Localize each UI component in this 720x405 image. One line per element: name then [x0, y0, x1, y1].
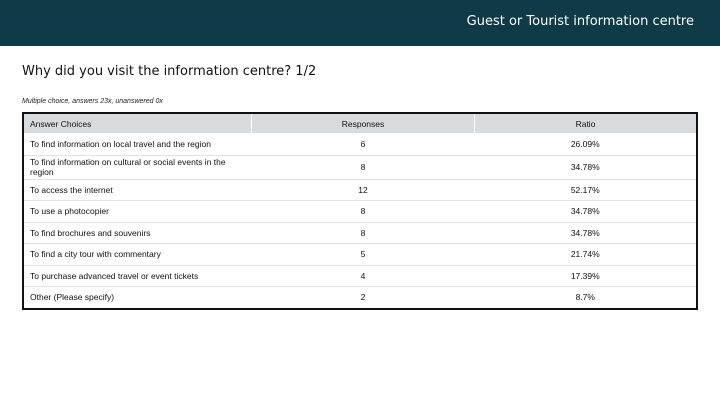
answer-choice: To find information on local travel and the region [23, 134, 252, 156]
answer-choice: To find brochures and souvenirs [23, 222, 252, 244]
table-row [23, 287, 697, 309]
response-ratio: 26.09% [475, 134, 698, 156]
answer-choice: Other (Please specify) [23, 287, 252, 309]
response-count: 6 [252, 134, 475, 156]
question-meta: Multiple choice, answers 23x, unanswered 0x [22, 98, 163, 105]
table-row [23, 134, 697, 156]
table-row [23, 244, 697, 266]
response-count: 12 [252, 179, 475, 201]
table-row [23, 201, 697, 223]
response-ratio: 8.7% [475, 287, 698, 309]
response-ratio: 34.78% [475, 201, 698, 223]
answer-choice-text: To find information on cultural or social events in the region [30, 157, 226, 177]
table-row [23, 222, 697, 244]
answer-choice: To purchase advanced travel or event tickets [23, 265, 252, 287]
response-count: 8 [252, 222, 475, 244]
answer-choice [23, 155, 252, 179]
results-table [22, 112, 698, 310]
table-row [23, 265, 697, 287]
response-ratio: 17.39% [475, 265, 698, 287]
response-count: 4 [252, 265, 475, 287]
column-header-answer-choices: Answer Choices [23, 113, 252, 134]
response-count: 2 [252, 287, 475, 309]
response-count: 5 [252, 244, 475, 266]
answer-choice: To use a photocopier [23, 201, 252, 223]
response-ratio: 34.78% [475, 155, 698, 179]
column-header-responses: Responses [252, 113, 475, 134]
response-ratio: 21.74% [475, 244, 698, 266]
header-bar [0, 0, 720, 46]
response-ratio: 52.17% [475, 179, 698, 201]
header-title: Guest or Tourist information centre [466, 14, 694, 29]
table-row [23, 155, 697, 179]
table-row [23, 179, 697, 201]
column-header-ratio: Ratio [475, 113, 698, 134]
slide-title: Why did you visit the information centre? 1/2 [22, 64, 317, 79]
response-ratio: 34.78% [475, 222, 698, 244]
answer-choice: To find a city tour with commentary [23, 244, 252, 266]
table-header-row [23, 113, 697, 134]
response-count: 8 [252, 201, 475, 223]
response-count: 8 [252, 155, 475, 179]
answer-choice: To access the internet [23, 179, 252, 201]
